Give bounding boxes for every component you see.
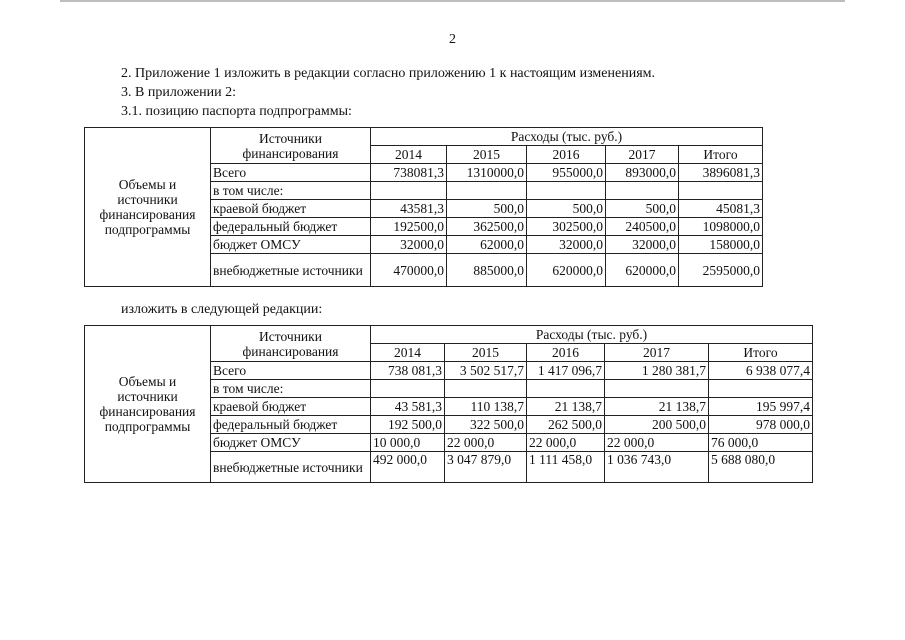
financing-table-old bbox=[84, 127, 763, 287]
value-cell bbox=[445, 380, 527, 398]
value-cell: 158000,0 bbox=[679, 236, 763, 254]
source-name: краевой бюджет bbox=[211, 200, 371, 218]
table-header-row bbox=[85, 326, 813, 344]
value-cell: 192 500,0 bbox=[371, 416, 445, 434]
table-header-row bbox=[85, 128, 763, 146]
value-cell bbox=[606, 182, 679, 200]
value-cell: 1098000,0 bbox=[679, 218, 763, 236]
value-cell: 5 688 080,0 bbox=[709, 452, 813, 483]
year-header: 2014 bbox=[371, 344, 445, 362]
source-name: бюджет ОМСУ bbox=[211, 434, 371, 452]
source-name: внебюджетные источники bbox=[211, 452, 371, 483]
value-cell: 500,0 bbox=[606, 200, 679, 218]
value-cell: 500,0 bbox=[527, 200, 606, 218]
source-name: краевой бюджет bbox=[211, 398, 371, 416]
value-cell: 1 280 381,7 bbox=[605, 362, 709, 380]
value-cell: 955000,0 bbox=[527, 164, 606, 182]
value-cell: 10 000,0 bbox=[371, 434, 445, 452]
value-cell: 76 000,0 bbox=[709, 434, 813, 452]
scan-top-edge bbox=[60, 0, 845, 2]
value-cell bbox=[527, 380, 605, 398]
paragraph-new-edition: изложить в следующей редакции: bbox=[121, 302, 323, 317]
year-header: 2017 bbox=[605, 344, 709, 362]
source-name: Всего bbox=[211, 362, 371, 380]
value-cell: 2595000,0 bbox=[679, 254, 763, 287]
value-cell: 43 581,3 bbox=[371, 398, 445, 416]
value-cell: 885000,0 bbox=[447, 254, 527, 287]
value-cell: 362500,0 bbox=[447, 218, 527, 236]
source-name: внебюджетные источники bbox=[211, 254, 371, 287]
value-cell: 195 997,4 bbox=[709, 398, 813, 416]
paragraph-3-1: 3.1. позицию паспорта подпрограммы: bbox=[121, 104, 352, 119]
value-cell: 21 138,7 bbox=[527, 398, 605, 416]
value-cell: 738081,3 bbox=[371, 164, 447, 182]
value-cell bbox=[709, 380, 813, 398]
year-header: 2015 bbox=[445, 344, 527, 362]
value-cell: 492 000,0 bbox=[371, 452, 445, 483]
paragraph-2: 2. Приложение 1 изложить в редакции согласно приложению 1 к настоящим изменениям. bbox=[121, 66, 655, 81]
subprogram-label: Объемы и источники финансирования подпрограммы bbox=[85, 128, 211, 287]
total-header: Итого bbox=[679, 146, 763, 164]
value-cell: 45081,3 bbox=[679, 200, 763, 218]
value-cell: 240500,0 bbox=[606, 218, 679, 236]
value-cell: 262 500,0 bbox=[527, 416, 605, 434]
value-cell bbox=[371, 380, 445, 398]
value-cell: 893000,0 bbox=[606, 164, 679, 182]
value-cell: 32000,0 bbox=[371, 236, 447, 254]
value-cell: 43581,3 bbox=[371, 200, 447, 218]
value-cell: 620000,0 bbox=[606, 254, 679, 287]
expenses-header: Расходы (тыс. руб.) bbox=[371, 326, 813, 344]
value-cell: 3 502 517,7 bbox=[445, 362, 527, 380]
value-cell: 1 111 458,0 bbox=[527, 452, 605, 483]
value-cell bbox=[447, 182, 527, 200]
financing-table-new bbox=[84, 325, 813, 483]
value-cell: 978 000,0 bbox=[709, 416, 813, 434]
value-cell: 738 081,3 bbox=[371, 362, 445, 380]
source-name: бюджет ОМСУ bbox=[211, 236, 371, 254]
page-number: 2 bbox=[449, 32, 456, 47]
value-cell: 620000,0 bbox=[527, 254, 606, 287]
year-header: 2014 bbox=[371, 146, 447, 164]
sources-header: Источники финансирования bbox=[211, 128, 371, 164]
value-cell: 22 000,0 bbox=[527, 434, 605, 452]
value-cell: 322 500,0 bbox=[445, 416, 527, 434]
value-cell bbox=[679, 182, 763, 200]
value-cell: 6 938 077,4 bbox=[709, 362, 813, 380]
value-cell: 32000,0 bbox=[527, 236, 606, 254]
value-cell: 110 138,7 bbox=[445, 398, 527, 416]
source-name: в том числе: bbox=[211, 182, 371, 200]
total-header: Итого bbox=[709, 344, 813, 362]
value-cell: 1 036 743,0 bbox=[605, 452, 709, 483]
year-header: 2016 bbox=[527, 146, 606, 164]
subprogram-label: Объемы и источники финансирования подпрограммы bbox=[85, 326, 211, 483]
value-cell: 1310000,0 bbox=[447, 164, 527, 182]
value-cell bbox=[605, 380, 709, 398]
value-cell: 3896081,3 bbox=[679, 164, 763, 182]
sources-header: Источники финансирования bbox=[211, 326, 371, 362]
source-name: Всего bbox=[211, 164, 371, 182]
source-name: федеральный бюджет bbox=[211, 218, 371, 236]
paragraph-3: 3. В приложении 2: bbox=[121, 85, 237, 100]
value-cell bbox=[527, 182, 606, 200]
value-cell bbox=[371, 182, 447, 200]
source-name: федеральный бюджет bbox=[211, 416, 371, 434]
value-cell: 302500,0 bbox=[527, 218, 606, 236]
value-cell: 22 000,0 bbox=[445, 434, 527, 452]
value-cell: 470000,0 bbox=[371, 254, 447, 287]
year-header: 2017 bbox=[606, 146, 679, 164]
value-cell: 500,0 bbox=[447, 200, 527, 218]
value-cell: 1 417 096,7 bbox=[527, 362, 605, 380]
year-header: 2016 bbox=[527, 344, 605, 362]
year-header: 2015 bbox=[447, 146, 527, 164]
expenses-header: Расходы (тыс. руб.) bbox=[371, 128, 763, 146]
source-name: в том числе: bbox=[211, 380, 371, 398]
value-cell: 200 500,0 bbox=[605, 416, 709, 434]
value-cell: 3 047 879,0 bbox=[445, 452, 527, 483]
value-cell: 22 000,0 bbox=[605, 434, 709, 452]
value-cell: 192500,0 bbox=[371, 218, 447, 236]
value-cell: 62000,0 bbox=[447, 236, 527, 254]
value-cell: 21 138,7 bbox=[605, 398, 709, 416]
value-cell: 32000,0 bbox=[606, 236, 679, 254]
